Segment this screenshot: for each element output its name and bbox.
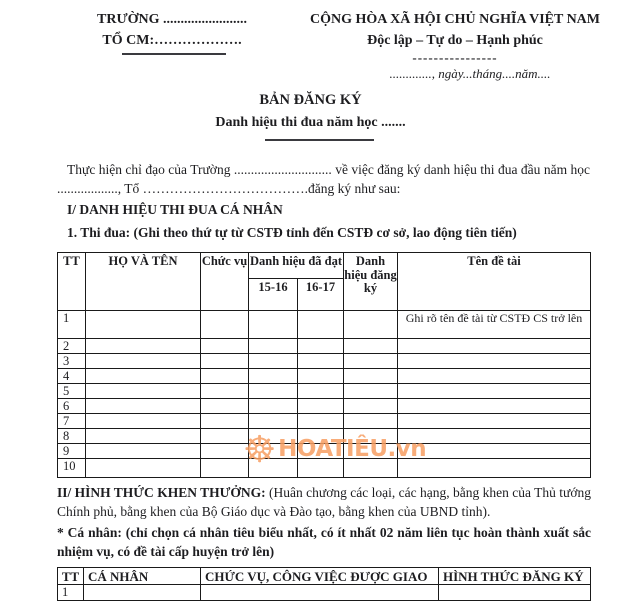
school-name-label: TRƯỜNG ........................ [97,12,247,27]
row-number: 3 [58,354,86,369]
date-place-line: ............., ngày...tháng....năm.... [389,66,551,81]
col-header-year-1516: 15-16 [249,279,298,311]
row-number: 7 [58,414,86,429]
empty-cell [86,369,201,384]
section2-description: (Huân chương các loại, các hạng, bằng khen của Thủ tướng Chính phủ, bằng khen của Bộ Giáo dục và Đào tạo, bằng khen của UBND tỉnh). [57,485,591,519]
empty-cell [249,414,298,429]
empty-cell [398,444,591,459]
empty-cell [86,459,201,478]
row-number: 9 [58,444,86,459]
empty-cell [298,369,344,384]
empty-cell [398,369,591,384]
row-number: 1 [58,311,86,339]
empty-cell [298,399,344,414]
empty-cell [344,399,398,414]
col-header-role: CHỨC VỤ, CÔNG VIỆC ĐƯỢC GIAO [201,568,439,585]
table-row [58,311,591,339]
empty-cell [201,311,249,339]
empty-cell [398,459,591,478]
empty-cell [86,384,201,399]
empty-cell [201,429,249,444]
empty-cell [201,339,249,354]
empty-cell [201,369,249,384]
col-header-year-1617: 16-17 [298,279,344,311]
empty-cell [86,414,201,429]
empty-cell [249,384,298,399]
empty-cell [249,459,298,478]
empty-cell [439,585,591,601]
empty-cell [249,354,298,369]
empty-cell [298,429,344,444]
empty-cell [398,414,591,429]
empty-cell [298,444,344,459]
empty-cell [201,444,249,459]
col-header-achieved: Danh hiệu đã đạt [249,253,344,279]
row-number: 8 [58,429,86,444]
col-header-registered: Danh hiệu đăng ký [344,253,398,311]
section1-heading: I/ DANH HIỆU THI ĐUA CÁ NHÂN [67,202,283,217]
section1-subheading: 1. Thi đua: (Ghi theo thứ tự từ CSTĐ tỉnh đến CSTĐ cơ sở, lao động tiên tiến) [67,225,517,240]
competition-titles-table [57,252,591,478]
empty-cell [86,339,201,354]
table-row [58,339,591,354]
empty-cell [201,459,249,478]
table-row [58,444,591,459]
empty-cell [398,429,591,444]
empty-cell [398,384,591,399]
empty-cell [84,585,201,601]
empty-cell [398,399,591,414]
empty-cell [86,311,201,339]
empty-cell [201,399,249,414]
empty-cell [86,354,201,369]
watermark-brand: HOATIÊU [278,436,388,462]
empty-cell [249,339,298,354]
empty-cell [249,444,298,459]
empty-cell [298,354,344,369]
empty-cell [298,414,344,429]
row-number: 2 [58,339,86,354]
col-header-person: CÁ NHÂN [84,568,201,585]
intro-paragraph [57,160,590,198]
empty-cell [86,444,201,459]
col-header-tt: TT [58,253,86,311]
group-cm-label: TỔ CM:………………. [102,33,242,48]
empty-cell [298,339,344,354]
empty-cell [201,354,249,369]
doc-subtitle: Danh hiệu thi đua năm học ....... [215,115,406,130]
empty-cell [344,339,398,354]
empty-cell [344,414,398,429]
empty-cell [201,384,249,399]
reward-form-table [57,567,591,601]
table-row [58,585,591,601]
table-row [58,384,591,399]
row-number: 1 [58,585,84,601]
national-header-block [295,9,615,65]
col-header-position: Chức vụ [201,253,249,311]
row-number: 4 [58,369,86,384]
republic-title: CỘNG HÒA XÃ HỘI CHỦ NGHĨA VIỆT NAM [309,12,600,27]
table-row [58,459,591,478]
title-underline [265,139,374,141]
intro-line-1: Thực hiện chỉ đạo của Trường ............................. về việc đăng ký danh hiệu thi đua đầu năm học [67,162,590,177]
empty-cell [344,444,398,459]
ship-wheel-icon: ☸ [243,427,277,471]
motto-line: Độc lập – Tự do – Hạnh phúc [367,33,543,48]
empty-cell [86,399,201,414]
empty-cell [344,354,398,369]
row-number: 5 [58,384,86,399]
empty-cell [201,585,439,601]
empty-cell [344,384,398,399]
empty-cell [249,429,298,444]
col-header-topic: Tên đề tài [398,253,591,311]
col-header-form: HÌNH THỨC ĐĂNG KÝ [439,568,591,585]
section2-label: II/ HÌNH THỨC KHEN THƯỞNG: [57,485,266,500]
empty-cell [249,369,298,384]
empty-cell [398,354,591,369]
empty-cell [398,339,591,354]
col-header-tt: TT [58,568,84,585]
empty-cell [201,414,249,429]
table-row [58,414,591,429]
topic-instruction-cell: Ghi rõ tên đề tài từ CSTĐ CS trở lên [398,311,591,339]
empty-cell [249,399,298,414]
empty-cell [86,429,201,444]
empty-cell [344,429,398,444]
table-row [58,369,591,384]
empty-cell [298,459,344,478]
empty-cell [249,311,298,339]
school-header-block [87,9,257,51]
row-number: 6 [58,399,86,414]
col-header-name: HỌ VÀ TÊN [86,253,201,311]
section2-individual-note: * Cá nhân: (chỉ chọn cá nhân tiêu biểu nhất, có ít nhất 02 năm liên tục hoàn thành xuất sắc nhiệm vụ, có đề tài cấp huyện trở lên) [57,525,591,559]
intro-line-2: .................., Tổ ……………………………….đăng ký như sau: [57,181,401,196]
doc-title: BẢN ĐĂNG KÝ [259,92,362,108]
watermark-tld: .vn [387,436,427,462]
school-header-underline [122,53,226,55]
table-row [58,399,591,414]
table-row [58,429,591,444]
section2-heading [57,483,591,521]
table-row [58,354,591,369]
motto-divider: ---------------- [412,50,498,65]
row-number: 10 [58,459,86,478]
empty-cell [298,311,344,339]
empty-cell [298,384,344,399]
empty-cell [344,369,398,384]
empty-cell [344,459,398,478]
empty-cell [344,311,398,339]
